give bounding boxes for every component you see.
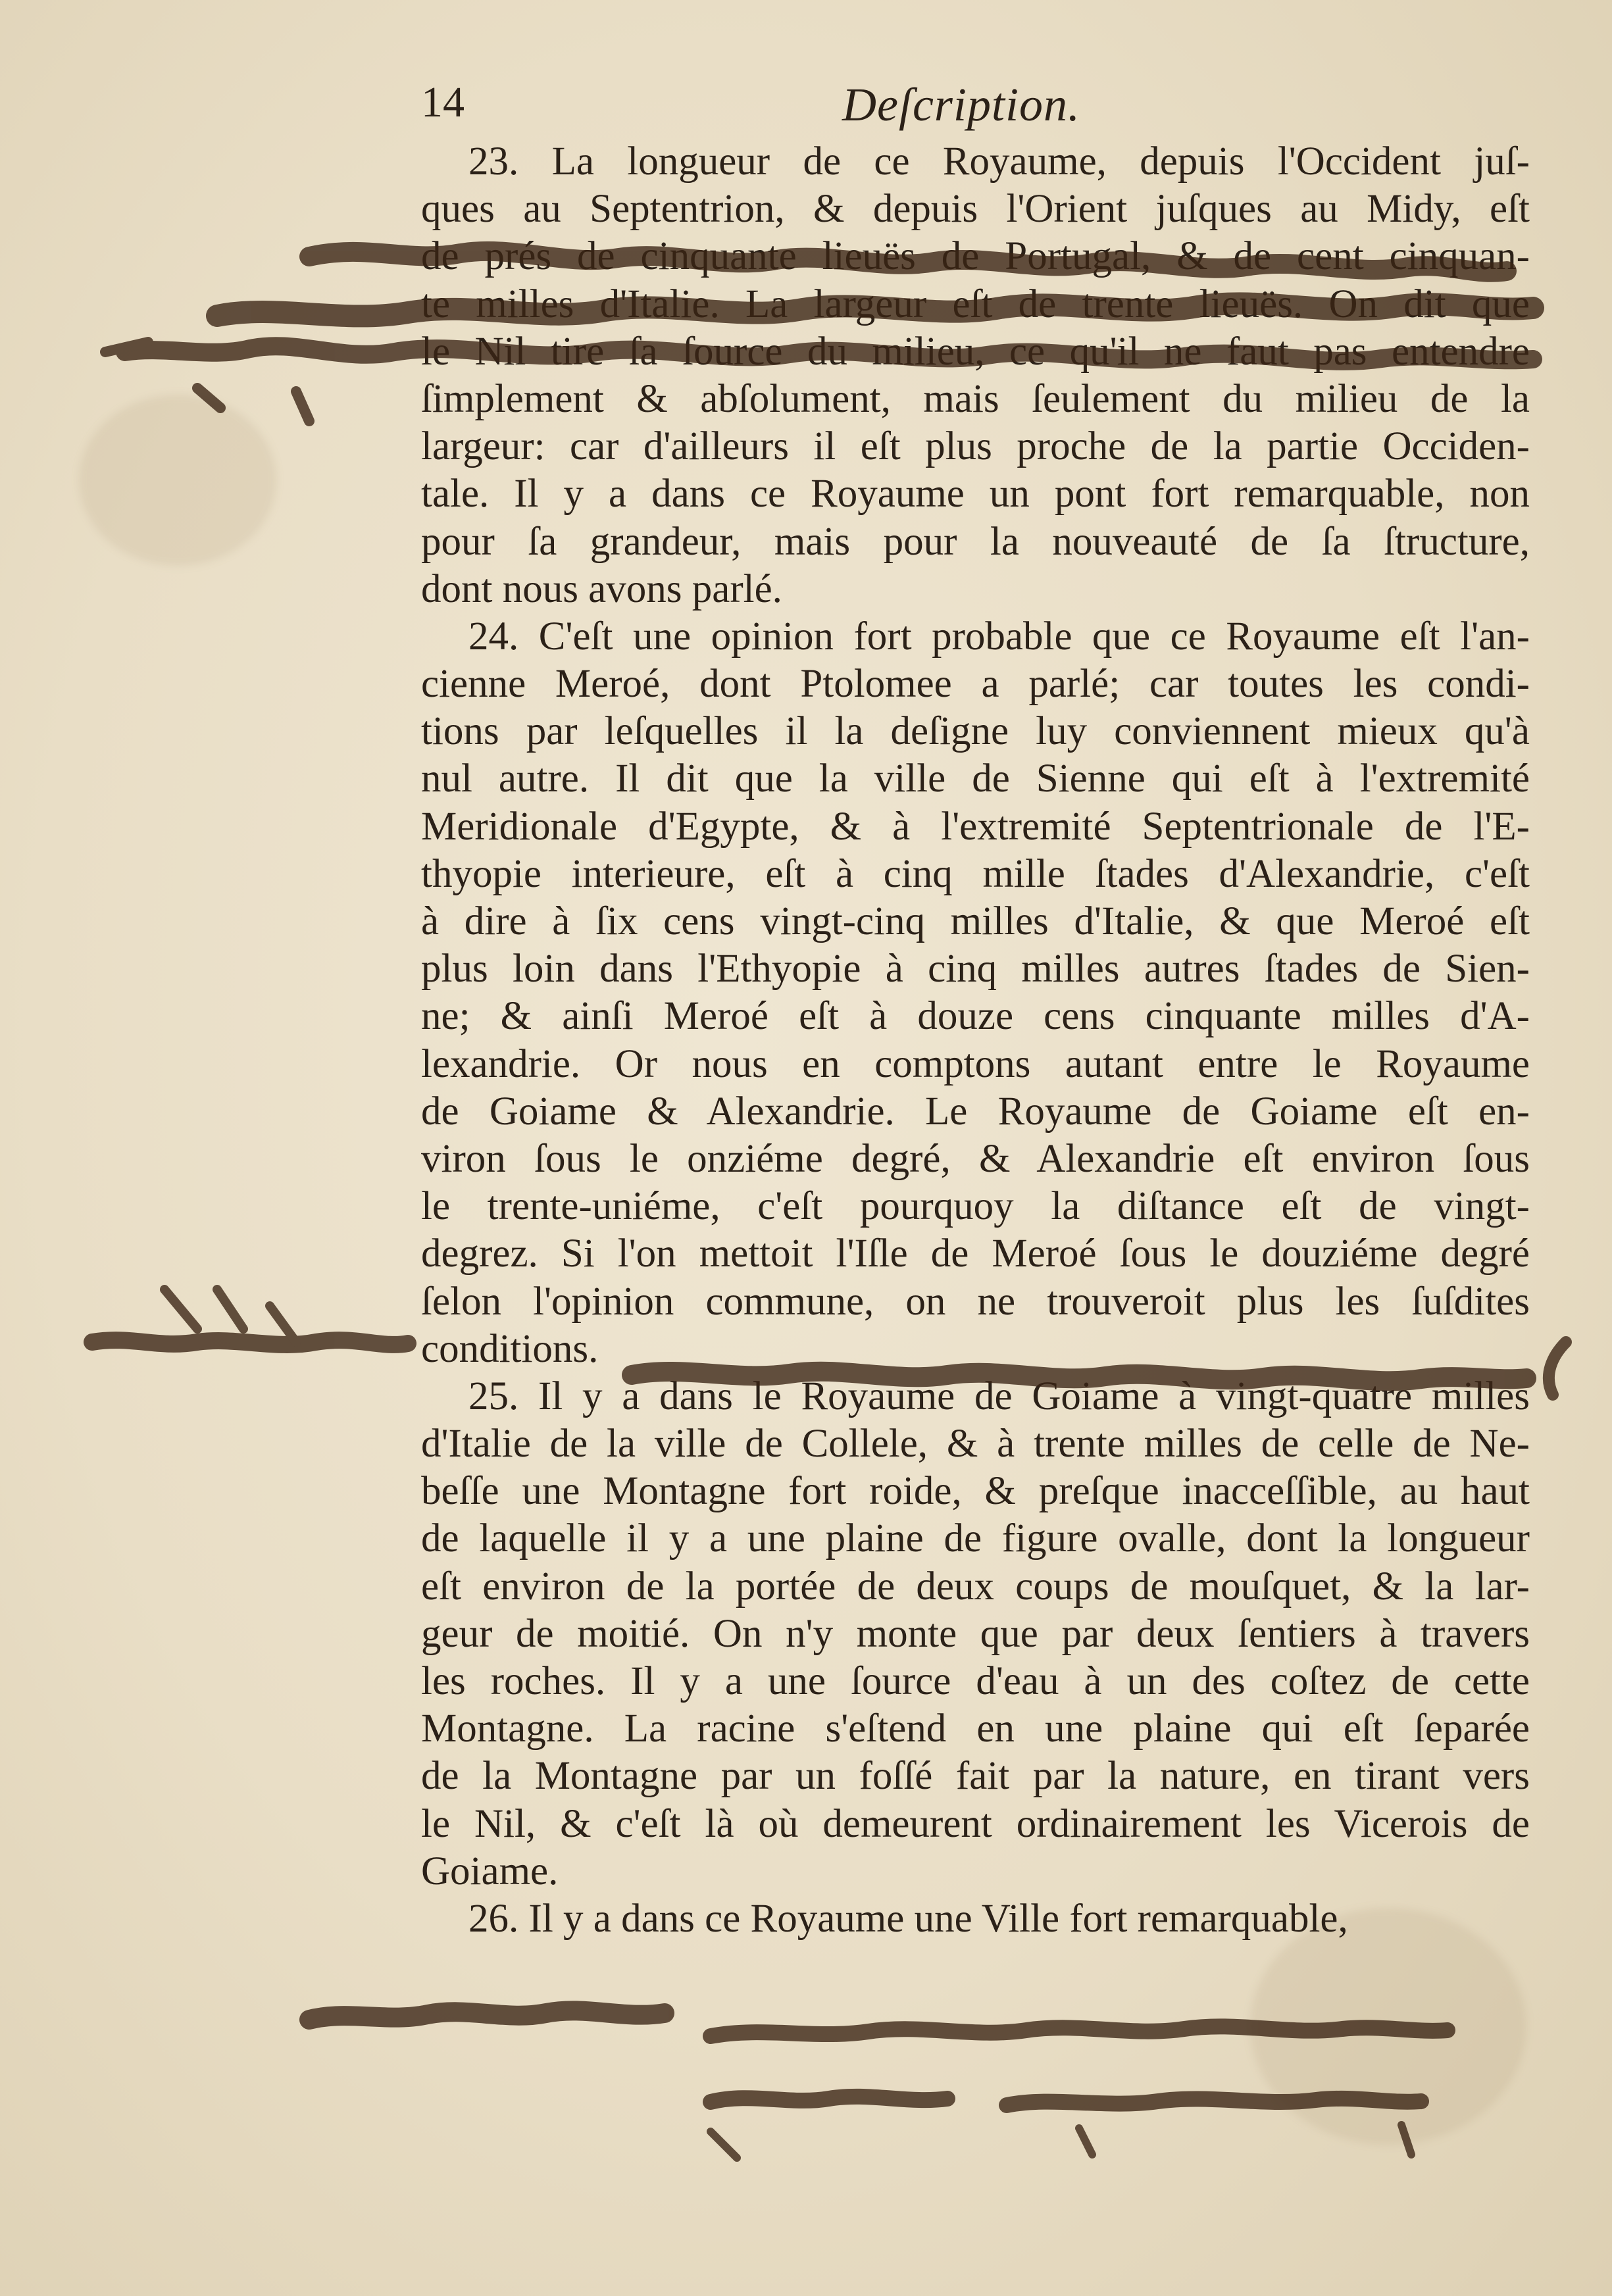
text-line: Montagne. La racine s'eſtend en une plaine qui eſt ſeparée: [421, 1707, 1530, 1751]
text-line: te milles d'Italie. La largeur eſt de trente lieuës. On dit que: [421, 282, 1530, 326]
text-line: le trente-uniéme, c'eſt pourquoy la diſtance eſt de vingt-: [421, 1184, 1530, 1229]
ink-stroke: [164, 1289, 296, 1342]
text-line: 23. La longueur de ce Royaume, depuis l'Occident juſ-: [468, 139, 1530, 184]
text-line: le Nil tire ſa ſource du milieu, ce qu'il ne faut pas entendre: [421, 329, 1530, 374]
text-line: tions par leſquelles il la deſigne luy conviennent mieux qu'à: [421, 709, 1530, 754]
text-line: lexandrie. Or nous en comptons autant entre le Royaume: [421, 1041, 1530, 1086]
text-line: ne; & ainſi Meroé eſt à douze cens cinquante milles d'A-: [421, 994, 1530, 1039]
text-line: d'Italie de la ville de Collele, & à trente milles de celle de Ne-: [421, 1422, 1530, 1466]
text-line: de laquelle il y a une plaine de figure ovalle, dont la longueur: [421, 1516, 1530, 1561]
text-line: eſt environ de la portée de deux coups de mouſquet, & la lar-: [421, 1564, 1530, 1609]
text-line: largeur: car d'ailleurs il eſt plus proche de la partie Occiden-: [421, 424, 1530, 469]
text-line: de prés de cinquante lieuës de Portugal, & de cent cinquan-: [421, 234, 1530, 279]
text-line: thyopie interieure, eſt à cinq mille ſtades d'Alexandrie, c'eſt: [421, 851, 1530, 896]
text-line: 25. Il y a dans le Royaume de Goiame à vingt-quatre milles: [468, 1374, 1530, 1418]
ink-stroke: [1549, 1342, 1566, 1395]
paper-stain: [1250, 1908, 1526, 2145]
text-line: pour ſa grandeur, mais pour la nouveauté de ſa ſtructure,: [421, 519, 1530, 564]
text-line: 26. Il y a dans ce Royaume une Ville fort remarquable,: [468, 1896, 1348, 1941]
text-line: beſſe une Montagne fort roide, & preſque inacceſſible, au haut: [421, 1469, 1530, 1514]
text-block: [421, 138, 1530, 1943]
text-line: 24. C'eſt une opinion fort probable que ce Royaume eſt l'an-: [468, 614, 1530, 659]
page-number: 14: [421, 78, 465, 126]
ink-stroke: [92, 1340, 408, 1345]
text-line: cienne Meroé, dont Ptolomee a parlé; car toutes les condi-: [421, 662, 1530, 707]
text-line: Goiame.: [421, 1849, 559, 1893]
text-line: degrez. Si l'on mettoit l'Iſle de Meroé ſous le douziéme degré: [421, 1232, 1530, 1276]
text-line: tale. Il y a dans ce Royaume un pont fort remarquable, non: [421, 472, 1530, 516]
running-title: Deſcription.: [842, 78, 1080, 131]
text-line: à dire à ſix cens vingt-cinq milles d'Italie, & que Meroé eſt: [421, 899, 1530, 943]
text-line: Meridionale d'Egypte, & à l'extremité Septentrionale de l'E-: [421, 804, 1530, 849]
paper-stain: [79, 395, 276, 566]
running-head: [421, 78, 1540, 137]
ink-stroke: [309, 2010, 665, 2020]
text-line: plus loin dans l'Ethyopie à cinq milles autres ſtades de Sien-: [421, 947, 1530, 991]
text-line: viron ſous le onziéme degré, & Alexandrie eſt environ ſous: [421, 1136, 1530, 1181]
ink-stroke: [711, 2125, 1411, 2158]
text-line: de Goiame & Alexandrie. Le Royaume de Goiame eſt en-: [421, 1089, 1530, 1134]
text-line: geur de moitié. On n'y monte que par deux ſentiers à travers: [421, 1611, 1530, 1656]
text-line: dont nous avons parlé.: [421, 566, 782, 611]
text-line: les roches. Il y a une ſource d'eau à un des coſtez de cette: [421, 1659, 1530, 1703]
text-line: ques au Septentrion, & depuis l'Orient juſques au Midy, eſt: [421, 187, 1530, 232]
text-line: conditions.: [421, 1326, 599, 1371]
text-line: ſimplement & abſolument, mais ſeulement du milieu de la: [421, 376, 1530, 421]
text-line: le Nil, & c'eſt là où demeurent ordinairement les Vicerois de: [421, 1801, 1530, 1846]
text-line: ſelon l'opinion commune, on ne trouveroit plus les ſuſdites: [421, 1279, 1530, 1324]
text-line: nul autre. Il dit que la ville de Sienne qui eſt à l'extremité: [421, 757, 1530, 801]
text-line: de la Montagne par un foſſé fait par la nature, en tirant vers: [421, 1754, 1530, 1799]
